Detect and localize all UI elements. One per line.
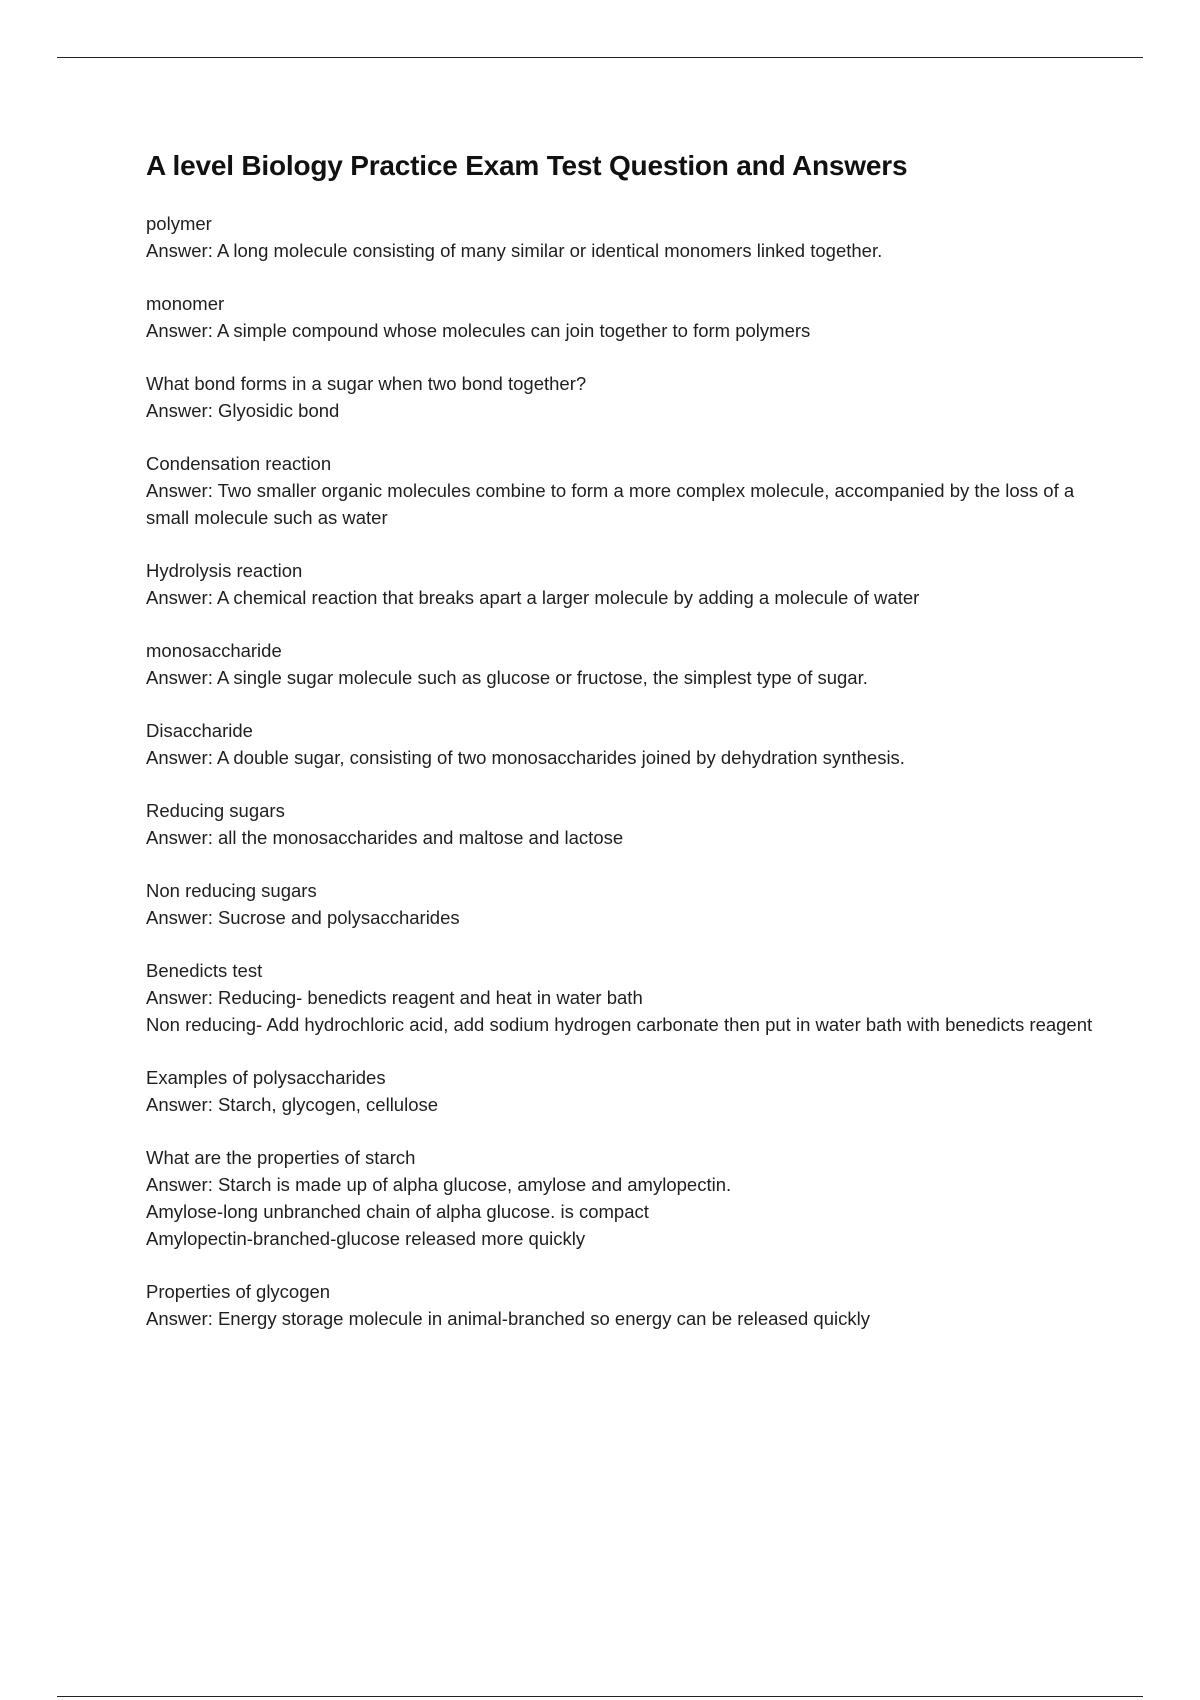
answer-text: Amylopectin-branched-glucose released more quickly <box>146 1228 586 1249</box>
qa-item <box>146 717 1096 771</box>
question-text: polymer <box>146 213 212 234</box>
qa-item <box>146 1278 1096 1332</box>
document-body <box>146 148 1096 1358</box>
question-text: Reducing sugars <box>146 800 285 821</box>
answer-text: Answer: A double sugar, consisting of two monosaccharides joined by dehydration synthesis. <box>146 747 905 768</box>
question-text: Disaccharide <box>146 720 253 741</box>
answer-text: Answer: A chemical reaction that breaks apart a larger molecule by adding a molecule of water <box>146 587 920 608</box>
qa-item <box>146 1144 1096 1252</box>
answer-text: Amylose-long unbranched chain of alpha glucose. is compact <box>146 1201 649 1222</box>
qa-item <box>146 450 1096 531</box>
answer-text: Answer: A long molecule consisting of many similar or identical monomers linked together. <box>146 240 883 261</box>
answer-text: Answer: Glyosidic bond <box>146 400 340 421</box>
qa-item <box>146 210 1096 264</box>
question-text: Examples of polysaccharides <box>146 1067 386 1088</box>
answer-text: Answer: Sucrose and polysaccharides <box>146 907 460 928</box>
qa-item <box>146 637 1096 691</box>
qa-item <box>146 957 1096 1038</box>
answer-text: Answer: Starch is made up of alpha glucose, amylose and amylopectin. <box>146 1174 732 1195</box>
document-title: A level Biology Practice Exam Test Question and Answers <box>146 150 908 181</box>
question-text: monomer <box>146 293 225 314</box>
footer-rule <box>57 1696 1143 1697</box>
answer-text: Answer: all the monosaccharides and maltose and lactose <box>146 827 624 848</box>
question-text: Non reducing sugars <box>146 880 317 901</box>
header-rule <box>57 57 1143 58</box>
qa-item <box>146 797 1096 851</box>
qa-item <box>146 370 1096 424</box>
qa-item <box>146 557 1096 611</box>
qa-item <box>146 1064 1096 1118</box>
answer-text: Answer: Energy storage molecule in animal-branched so energy can be released quickly <box>146 1308 870 1329</box>
answer-text: Answer: Two smaller organic molecules combine to form a more complex molecule, accompanied by the loss of a small molecule such as water <box>146 480 1075 528</box>
qa-item <box>146 290 1096 344</box>
question-text: Properties of glycogen <box>146 1281 331 1302</box>
answer-text: Answer: A single sugar molecule such as glucose or fructose, the simplest type of sugar. <box>146 667 868 688</box>
question-text: What bond forms in a sugar when two bond together? <box>146 373 587 394</box>
question-text: Condensation reaction <box>146 453 332 474</box>
question-text: Benedicts test <box>146 960 263 981</box>
question-text: monosaccharide <box>146 640 282 661</box>
question-text: Hydrolysis reaction <box>146 560 303 581</box>
answer-text: Answer: A simple compound whose molecules can join together to form polymers <box>146 320 811 341</box>
qa-item <box>146 877 1096 931</box>
answer-text: Non reducing- Add hydrochloric acid, add sodium hydrogen carbonate then put in water bath with benedicts reagent <box>146 1014 1093 1035</box>
question-text: What are the properties of starch <box>146 1147 416 1168</box>
answer-text: Answer: Starch, glycogen, cellulose <box>146 1094 439 1115</box>
answer-text: Answer: Reducing- benedicts reagent and heat in water bath <box>146 987 643 1008</box>
